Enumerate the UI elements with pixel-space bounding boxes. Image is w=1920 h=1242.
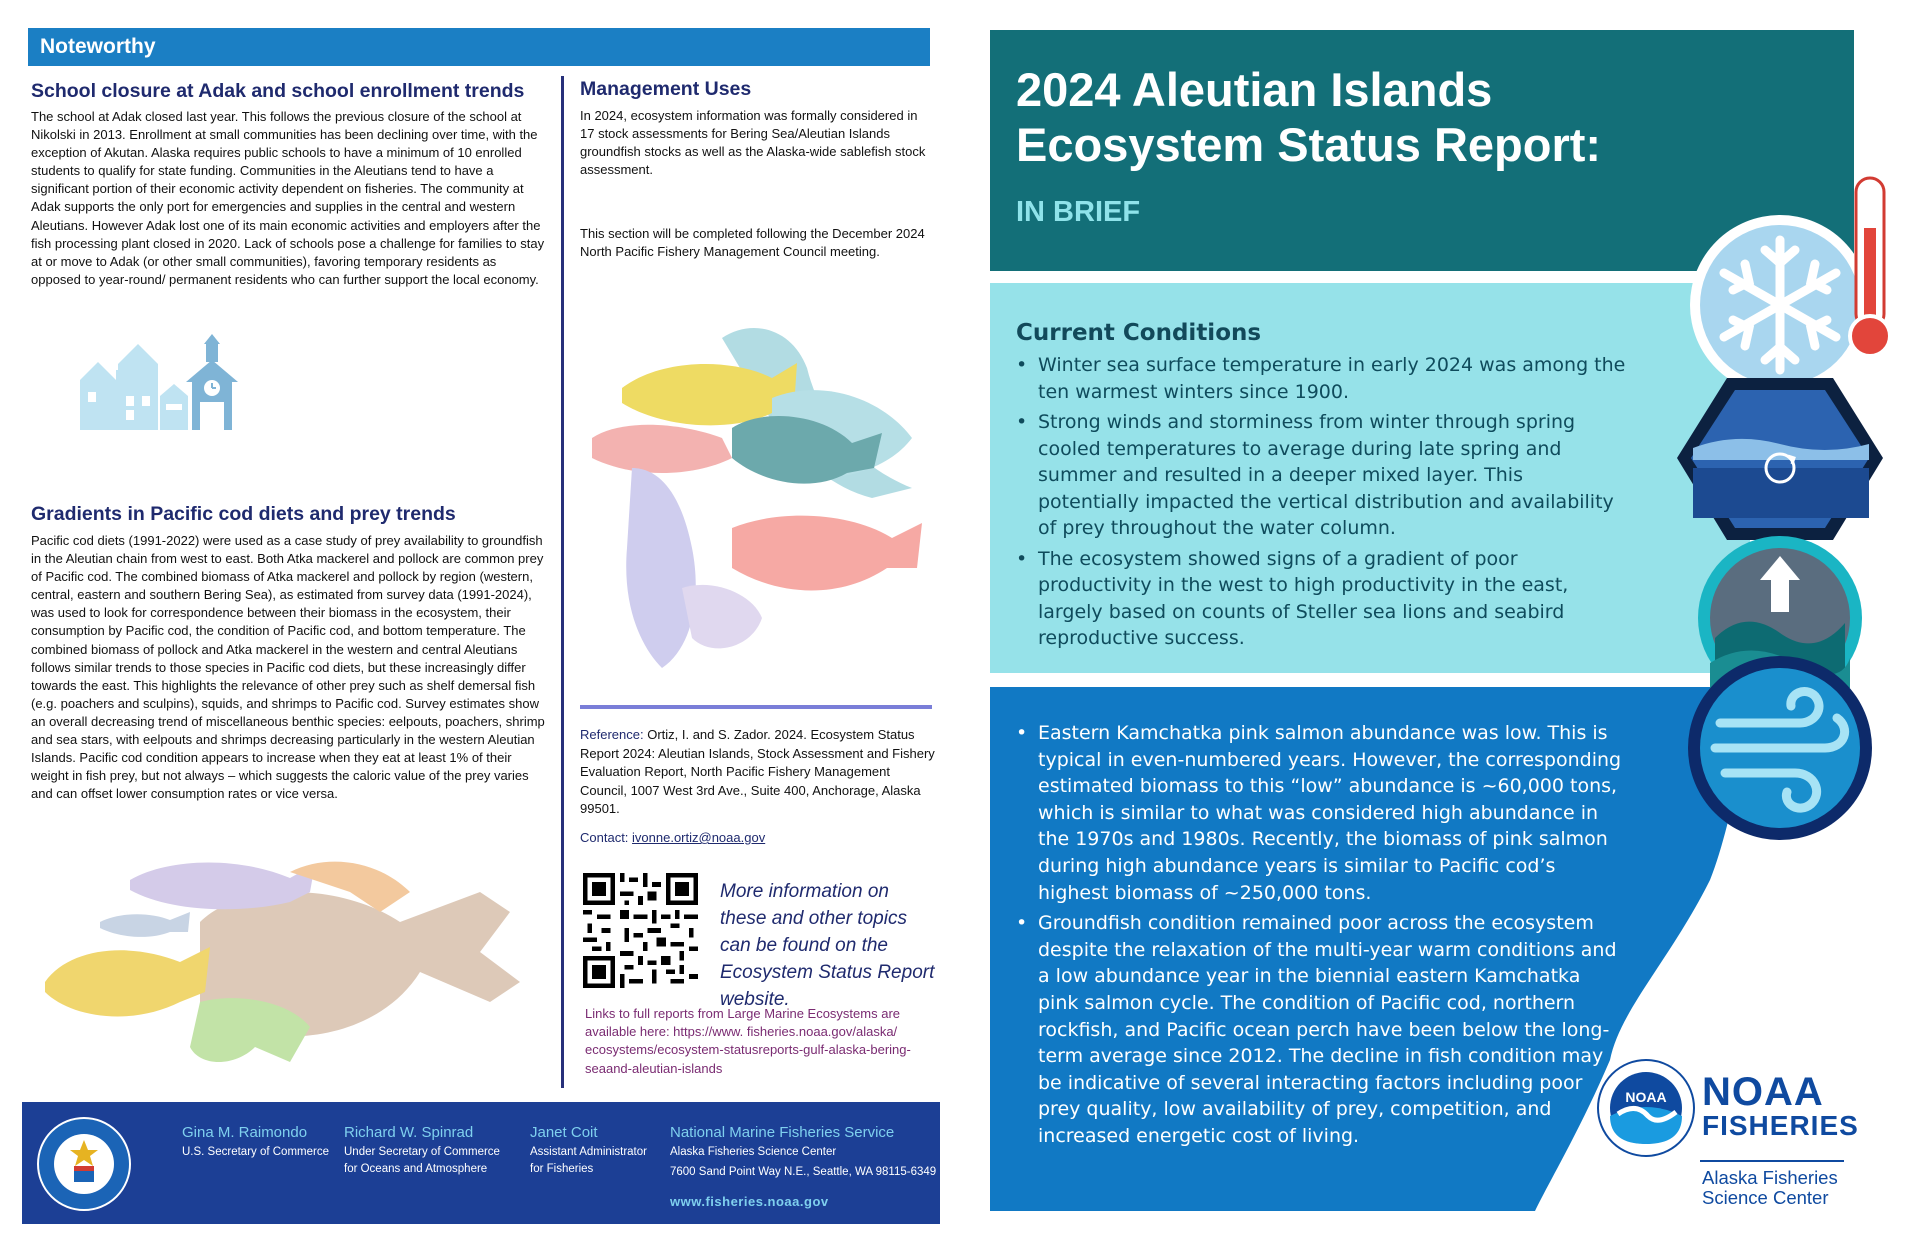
wind-icon (1688, 656, 1872, 840)
qr-code-icon[interactable] (583, 873, 698, 988)
report-title (1016, 62, 1776, 172)
contact-label: Contact: (580, 830, 633, 845)
prey-fish-illustration (40, 852, 540, 1074)
contact-email-link[interactable]: ivonne.ortiz@noaa.gov (632, 830, 766, 845)
cod-title: Gradients in Pacific cod diets and prey trends (31, 503, 456, 525)
footer-org-name: National Marine Fisheries Service (670, 1124, 895, 1141)
banner-label: Noteworthy (40, 35, 156, 58)
ocean-mixing-icon (1677, 378, 1883, 540)
afsc-rule (1700, 1160, 1844, 1162)
afsc-line1: Alaska Fisheries (1702, 1167, 1838, 1188)
noaa-wordmark: NOAA (1702, 1070, 1824, 1114)
cc-item-1: • Winter sea surface temperature in early 2024 was among the ten warmest winters since 1900. (1016, 352, 1626, 405)
reference-text: Ortiz, I. and S. Zador. 2024. Ecosystem Status Report 2024: Aleutian Islands, Stock Assessment and Fishery Evaluation Report, North Pacific Fishery Management Council, 1007 West 3rd Ave., Suite 400, Anchorage, Alaska 99501. (580, 727, 935, 817)
in-brief-label: IN BRIEF (1016, 196, 1141, 228)
noteworthy-banner (28, 28, 930, 66)
footer-role-coit-2: for Fisheries (530, 1163, 594, 1175)
reference-label: Reference: (580, 727, 644, 742)
management-p1: In 2024, ecosystem information was formally considered in 17 stock assessments for Bering Sea/Aleutian Islands groundfish stocks as well as the Alaska-wide sablefish stock assessment. (580, 108, 926, 178)
blue-panel-list (1016, 720, 1626, 1154)
snowflake-thermometer-icon (1690, 178, 1890, 395)
houses-illustration (78, 330, 278, 450)
footer-name-coit: Janet Coit (530, 1124, 598, 1141)
right-page (960, 0, 1920, 1242)
afsc-line2: Science Center (1702, 1187, 1829, 1208)
footer-org-line1: Alaska Fisheries Science Center (670, 1146, 837, 1158)
cod-body: Pacific cod diets (1991-2022) were used as a case study of prey availability to groundfish in the Aleutian chain from west to east. Both Atka mackerel and pollock are common prey of Pacific cod. The combined biomass of Atka mackerel and pollock by region (western, central, eastern and southern Bering Sea), as estimated from survey data (1991-2024), was used to look for correspondence between their biomass in the ecosystem, their consumption by Pacific cod, the condition of Pacific cod, and bottom temperature. The combined biomass of pollock and Atka mackerel in the western and central Aleutians follows similar trends to those species in Pacific cod diets, but these increasingly differ towards the east. This highlights the relevance of other prey such as shelf demersal fish (e.g. poachers and sculpins), squids, and shrimps to Pacific cod. Survey estimates show an overall decreasing trend of miscellaneous benthic species: eelpouts, poachers, shrimp and sea stars, with eelpouts and shrimps decreasing particularly in the western Aleutian Islands. Pacific cod condition appears to increase when they eat at least 1% of their weight in fish prey, but not always – which suggests the caloric value of the prey varies and can offset lower consumption rates or vice versa. (31, 533, 545, 802)
reference-block (580, 726, 935, 819)
footer-name-spinrad: Richard W. Spinrad (344, 1124, 474, 1141)
footer-name-raimondo: Gina M. Raimondo (182, 1124, 308, 1141)
footer-role-spinrad-2: for Oceans and Atmosphere (344, 1163, 488, 1175)
svg-text:NOAA: NOAA (1625, 1089, 1667, 1105)
footer (22, 1102, 940, 1224)
footer-role-coit-1: Assistant Administrator (530, 1146, 647, 1158)
management-p2: This section will be completed following the December 2024 North Pacific Fishery Management Council meeting. (580, 226, 925, 260)
icon-column (1665, 168, 1920, 848)
management-title: Management Uses (580, 78, 752, 100)
current-conditions-title: Current Conditions (1016, 320, 1262, 346)
more-info-text: More information on these and other topics can be found on the Ecosystem Status Report website. (720, 881, 935, 1010)
report-title-line2: Ecosystem Status Report: (1016, 118, 1602, 171)
current-conditions-list (1016, 352, 1626, 656)
footer-website-link[interactable]: www.fisheries.noaa.gov (670, 1194, 829, 1209)
footer-org-line2: 7600 Sand Point Way N.E., Seattle, WA 98115-6349 (670, 1166, 937, 1178)
cc-item-3: • The ecosystem showed signs of a gradient of poor productivity in the west to high productivity in the east, largely based on counts of Steller sea lions and seabird reproductive success. (1016, 546, 1626, 652)
school-title: School closure at Adak and school enrollment trends (31, 80, 525, 102)
marine-animals-illustration (582, 318, 932, 683)
afsc-label (1702, 1168, 1838, 1208)
footer-role-raimondo: U.S. Secretary of Commerce (182, 1146, 329, 1158)
blue-item-1: • Eastern Kamchatka pink salmon abundance was low. This is typical in even-numbered years. However, the corresponding estimated biomass to this “low” abundance is ~60,000 tons, which is similar to what was considered high abundance in the 1970s and 1980s. Recently, the biomass of pink salmon during high abundance years is similar to Pacific cod’s highest biomass of ~250,000 tons. (1016, 720, 1626, 906)
reference-rule (580, 705, 932, 709)
commerce-seal-icon (36, 1116, 132, 1212)
report-title-line1: 2024 Aleutian Islands (1016, 63, 1493, 116)
contact-line (580, 829, 935, 847)
column-divider (561, 76, 564, 1088)
school-body: The school at Adak closed last year. This follows the previous closure of the school at Nikolski in 2013. Enrollment at small communities has been declining over time, with the exception of Akutan. Alaska requires public schools to have a minimum of 10 enrolled students to qualify for state funding. Communities in the Aleutians tend to have a significant portion of their economic activity dependent on fisheries. The community at Adak supports the only port for emergencies and supplies in the central and western Aleutians. However Adak lost one of its main economic activities and employers after the fish processing plant closed in 2020. Lack of schools pose a challenge for families to stay at or move to Adak (or other small communities), favoring temporary residents as opposed to year-round/ permanent residents who can further support the local economy. (31, 109, 545, 287)
blue-item-2: • Groundfish condition remained poor across the ecosystem despite the relaxation of the multi-year warm conditions and a low abundance year in the biennial eastern Kamchatka pink salmon cycle. The condition of Pacific cod, northern rockfish, and Pacific ocean perch have been below the long-term average since 2012. The decline in fish condition may be indicative of several interacting factors including poor prey quality, low availability of prey, competition, and increased energetic cost of living. (1016, 910, 1626, 1149)
noaa-logo-icon (1596, 1058, 1696, 1158)
fisheries-wordmark: FISHERIES (1702, 1110, 1859, 1141)
cc-item-2: • Strong winds and storminess from winter through spring cooled temperatures to average during late spring and summer and resulted in a deeper mixed layer. This potentially impacted the vertical distribution and availability of prey throughout the water column. (1016, 409, 1626, 542)
footer-role-spinrad-1: Under Secretary of Commerce (344, 1146, 500, 1158)
links-text[interactable]: Links to full reports from Large Marine Ecosystems are available here: https://www. fisheries.noaa.gov/alaska/ ecosystems/ecosystem-statusreports-gulf-alaska-bering-seaand-aleutian-islands (585, 1006, 911, 1076)
